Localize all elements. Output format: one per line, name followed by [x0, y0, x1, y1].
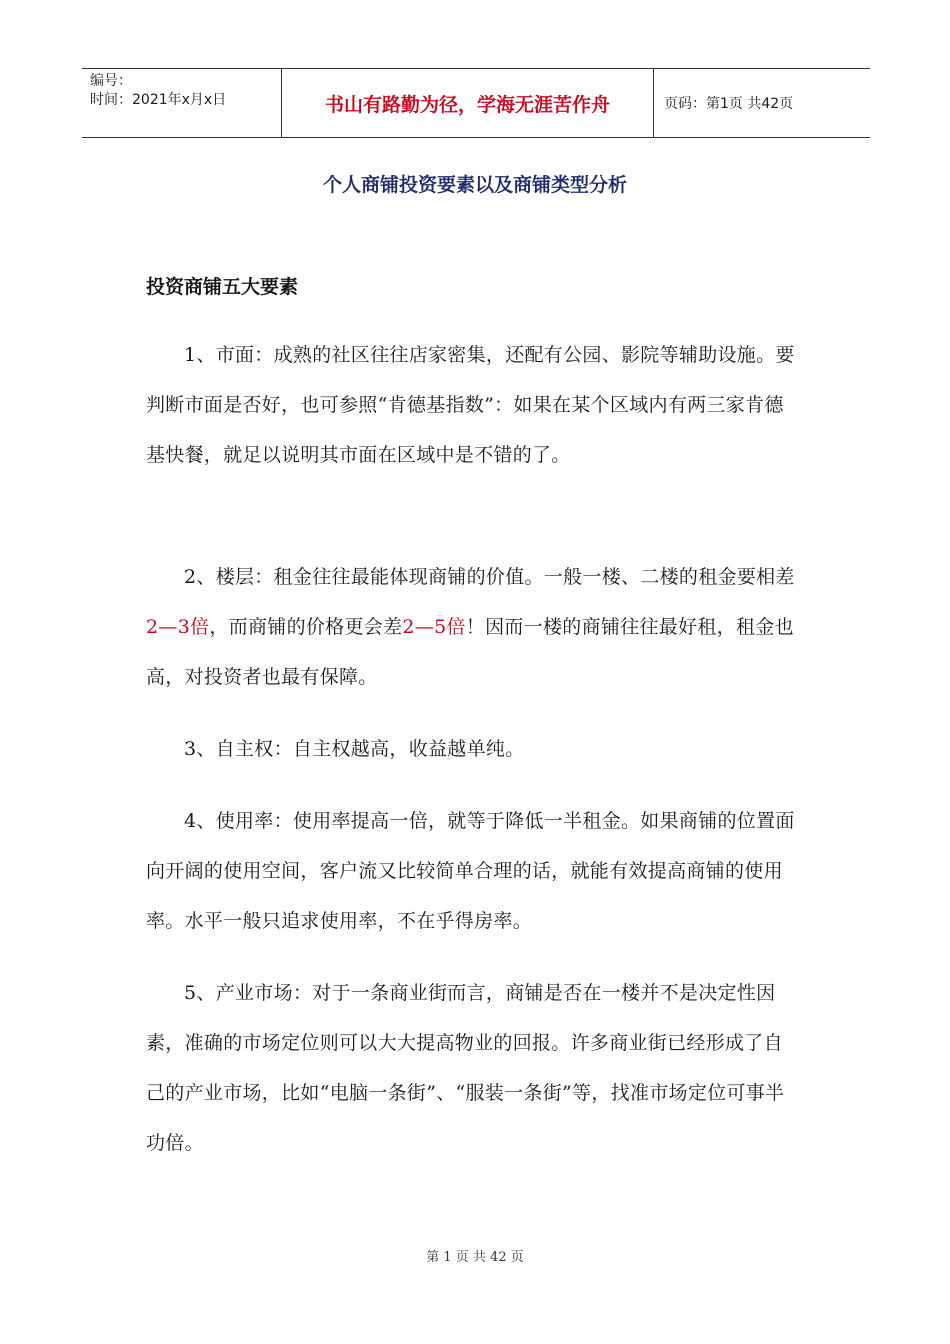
paragraph-1: 1、市面：成熟的社区往往店家密集，还配有公园、影院等辅助设施。要判断市面是否好，也可参照“肯德基指数”：如果在某个区域内有两三家肯德基快餐，就足以说明其市面在区域中是不错的了。 [146, 344, 795, 466]
section-heading: 投资商铺五大要素 [146, 276, 299, 298]
paragraph-2 [146, 552, 796, 702]
paragraph-2-text-b: ，而商铺的价格更会差 [209, 616, 403, 638]
number-label: 编号： [90, 73, 132, 89]
paragraph-2-highlight-2: 2—5倍 [402, 616, 466, 638]
paragraph-4: 4、使用率：使用率提高一倍，就等于降低一半租金。如果商铺的位置面向开阔的使用空间，客户流又比较简单合理的话，就能有效提高商铺的使用率。水平一般只追求使用率，不在乎得房率。 [146, 810, 795, 932]
paragraph-5: 5、产业市场：对于一条商业街而言，商铺是否在一楼并不是决定性因素，准确的市场定位则可以大大提高物业的回报。许多商业街已经形成了自己的产业市场，比如“电脑一条街”、“服装一条街”等，找准市场定位可事半功倍。 [146, 982, 785, 1154]
paragraph-2-text-a: 2、楼层：租金往往最能体现商铺的价值。一般一楼、二楼的租金要相差 [184, 566, 795, 588]
paragraph-2-text-c: ！因而一楼的商铺往往最好租，租金也高，对投资者也最有保障。 [146, 616, 794, 688]
header-meta [82, 69, 282, 137]
document-title: 个人商铺投资要素以及商铺类型分析 [322, 174, 627, 196]
paragraph-2-highlight-1: 2—3倍 [146, 616, 210, 638]
header-motto: 书山有路勤为径，学海无涯苦作舟 [282, 69, 654, 137]
page-header [82, 68, 870, 138]
time-label: 时间：2021年x月x日 [90, 92, 227, 108]
header-page-info: 页码：第1页 共42页 [664, 96, 794, 112]
page-footer: 第 1 页 共 42 页 [426, 1250, 524, 1265]
paragraph-3: 3、自主权：自主权越高，收益越单纯。 [184, 738, 525, 760]
